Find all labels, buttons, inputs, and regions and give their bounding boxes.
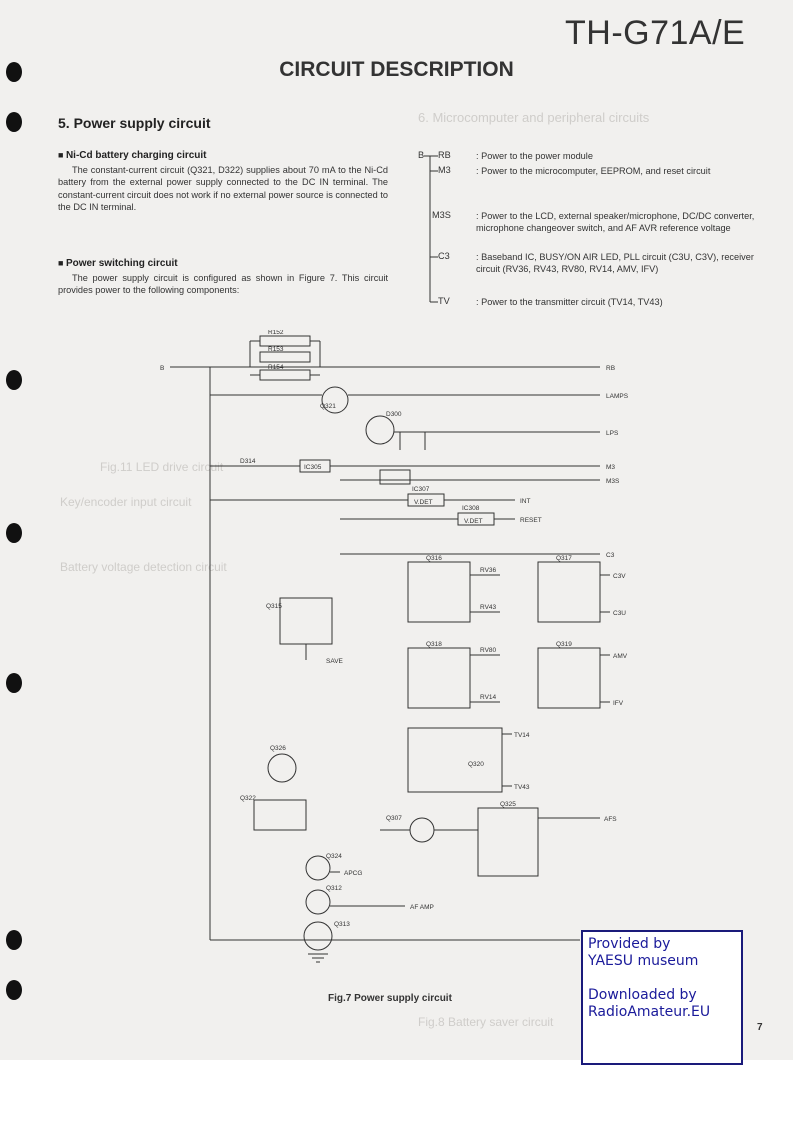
rail-desc: : Power to the power module	[476, 151, 593, 161]
binder-hole	[6, 112, 22, 132]
rail-tree-lines	[418, 150, 440, 310]
part-label: Q324	[326, 853, 342, 860]
rail-root-label: B	[418, 150, 425, 160]
part-label: Q312	[326, 885, 342, 892]
net-label: C3	[606, 552, 615, 559]
net-label: INT	[520, 498, 531, 505]
subheading-charging: ■ Ni-Cd battery charging circuit	[58, 150, 207, 161]
binder-hole	[6, 370, 22, 390]
power-rail-list	[418, 150, 758, 310]
ghost-text: 6. Microcomputer and peripheral circuits	[418, 110, 650, 125]
rail-tag: TV	[438, 296, 450, 306]
ghost-text: Fig.8 Battery saver circuit	[418, 1015, 554, 1029]
rail-desc: : Power to the microcomputer, EEPROM, and reset circuit	[476, 166, 711, 176]
net-label: AF AMP	[410, 904, 434, 911]
credit-line: Downloaded by	[588, 987, 697, 1003]
net-label: RV43	[480, 604, 497, 611]
part-label: Q313	[334, 921, 350, 928]
net-label: APCG	[344, 870, 363, 877]
net-label: RESET	[520, 517, 542, 524]
ghost-text: Battery voltage detection circuit	[60, 560, 227, 574]
part-label: Q319	[556, 641, 572, 648]
resistor-label: R153	[268, 346, 284, 353]
credit-line: YAESU museum	[588, 953, 699, 969]
binder-hole	[6, 930, 22, 950]
part-label: Q316	[426, 555, 442, 562]
ghost-text: Key/encoder input circuit	[60, 495, 192, 509]
part-label: V.DET	[414, 499, 433, 506]
net-label: RV80	[480, 647, 497, 654]
net-label: B	[160, 365, 165, 372]
ghost-text: Fig.11 LED drive circuit	[100, 460, 224, 474]
net-label: C3U	[613, 610, 627, 617]
paragraph-charging: The constant-current circuit (Q321, D322) supplies about 70 mA to the Ni-Cd battery from the external power supply connected to the DC IN terminal. The constant-current circuit does not work if no external power source is connected to the DC IN terminal.	[58, 165, 388, 213]
net-label: TV43	[514, 784, 530, 791]
paragraph-switching: The power supply circuit is configured as shown in Figure 7. This circuit provides power to the following components:	[58, 273, 388, 296]
net-label: TV14	[514, 732, 530, 739]
binder-hole	[6, 523, 22, 543]
subheading-switching: ■ Power switching circuit	[58, 258, 178, 269]
binder-hole	[6, 673, 22, 693]
credit-box	[581, 930, 743, 1065]
credit-line: RadioAmateur.EU	[588, 1004, 711, 1020]
part-label: Q317	[556, 555, 572, 562]
figure-caption: Fig.7 Power supply circuit	[328, 993, 452, 1004]
binder-hole	[6, 980, 22, 1000]
rail-tag: M3S	[432, 210, 451, 220]
net-label: AFS	[604, 816, 617, 823]
section-heading: 5. Power supply circuit	[58, 115, 211, 131]
rail-desc: : Power to the transmitter circuit (TV14, TV43)	[476, 297, 663, 307]
net-label: M3	[606, 464, 616, 471]
part-label: D314	[240, 458, 256, 465]
net-label: LPS	[606, 430, 619, 437]
rail-desc: : Power to the LCD, external speaker/microphone, DC/DC converter, microphone changeover switch, and AF AVR reference voltage	[476, 211, 755, 234]
net-label: IFV	[613, 700, 624, 707]
rail-tag: C3	[438, 251, 450, 261]
net-label: RV36	[480, 567, 497, 574]
part-label: V.DET	[464, 518, 483, 525]
part-label: IC308	[462, 505, 480, 512]
net-label: M3S	[606, 478, 620, 485]
part-label: Q318	[426, 641, 442, 648]
net-label: RB	[606, 365, 616, 372]
part-label: Q325	[500, 801, 516, 808]
net-label: LAMPS	[606, 393, 629, 400]
part-label: IC307	[412, 486, 430, 493]
model-number: TH-G71A/E	[565, 14, 746, 52]
rail-tag: M3	[438, 165, 451, 175]
page-title: CIRCUIT DESCRIPTION	[279, 58, 514, 81]
part-label: Q321	[320, 403, 336, 410]
resistor-label: R154	[268, 364, 284, 371]
rail-desc: : Baseband IC, BUSY/ON AIR LED, PLL circuit (C3U, C3V), receiver circuit (RV36, RV43, RV80, RV14, AMV, IFV)	[476, 252, 754, 275]
rail-tag: RB	[438, 150, 451, 160]
net-label: SAVE	[326, 658, 343, 665]
part-label: Q307	[386, 815, 402, 822]
resistor-label: R152	[268, 330, 284, 336]
net-label: C3V	[613, 573, 626, 580]
power-supply-schematic	[140, 330, 640, 980]
part-label: Q322	[240, 795, 256, 802]
part-label: Q315	[266, 603, 282, 610]
part-label: Q326	[270, 745, 286, 752]
part-label: IC305	[304, 464, 322, 471]
page-number: 7	[757, 1022, 763, 1033]
part-label: D300	[386, 411, 402, 418]
net-label: AMV	[613, 653, 628, 660]
part-label: Q320	[468, 761, 484, 768]
credit-line: Provided by	[588, 936, 671, 952]
net-label: RV14	[480, 694, 497, 701]
